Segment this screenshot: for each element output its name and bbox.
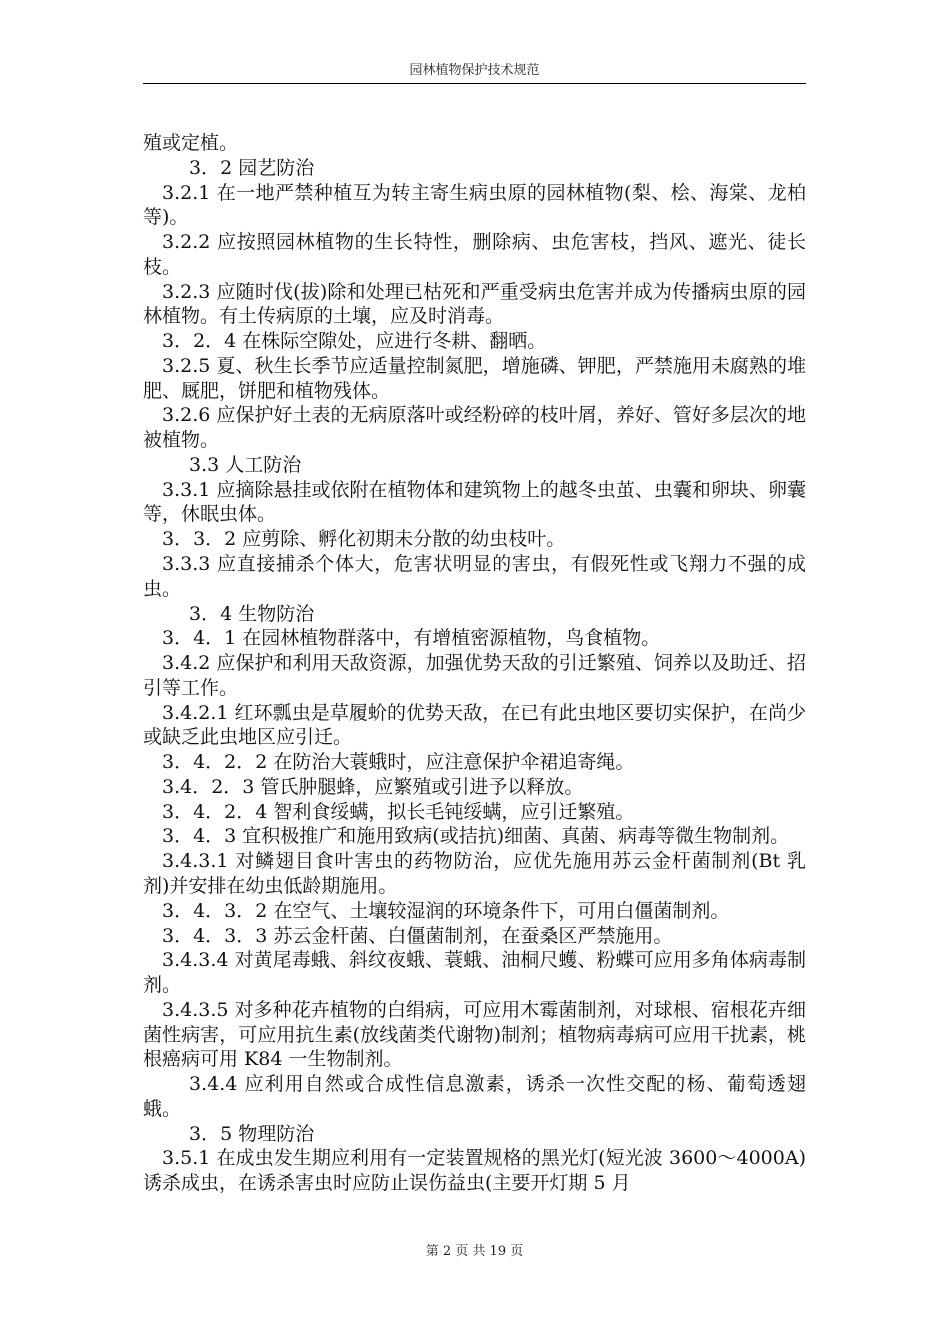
paragraph: 殖或定植。 (143, 132, 239, 154)
paragraph: 3.2.3 应随时伐(拔)除和处理已枯死和严重受病虫危害并成为传播病虫原的园林植物。有土传病原的土壤，应及时消毒。 (143, 280, 806, 328)
paragraph: 3.4.2.1 红环瓢虫是草履蚧的优势天敌，在已有此虫地区要切实保护，在尚少或缺乏此虫地区应引迁。 (143, 701, 806, 749)
section-heading: 3．2 园艺防治 (189, 156, 315, 179)
paragraph: 3.2.1 在一地严禁种植互为转主寄生病虫原的园林植物(梨、桧、海棠、龙柏等)。 (143, 181, 806, 229)
paragraph: 3.5.1 在成虫发生期应利用有一定装置规格的黑光灯(短光波 3600～4000A)诱杀成虫，在诱杀害虫时应防止误伤益虫(主要开灯期 5 月 (143, 1147, 806, 1195)
paragraph: 3.2.5 夏、秋生长季节应适量控制氮肥，增施磷、钾肥，严禁施用未腐熟的堆肥、厩肥，饼肥和植物残体。 (143, 354, 806, 402)
section-heading: 3.4.4 应利用自然或合成性信息激素，诱杀一次性交配的杨、葡萄透翅蛾。 (143, 1073, 806, 1120)
paragraph: 3．2．4 在株际空隙处，应进行冬耕、翻晒。 (162, 330, 547, 353)
paragraph: 3．4．3 宜积极推广和施用致病(或拮抗)细菌、真菌、病毒等微生物制剂。 (162, 825, 790, 848)
document-body (143, 131, 806, 1196)
paragraph: 3.2.6 应保护好土表的无病原落叶或经粉碎的枝叶屑，养好、管好多层次的地被植物。 (143, 404, 806, 452)
section-heading: 3.3 人工防治 (189, 453, 302, 476)
paragraph: 3.2.2 应按照园林植物的生长特性，删除病、虫危害枝，挡风、遮光、徒长枝。 (143, 231, 806, 278)
paragraph: 3.4.3.1 对鳞翅目食叶害虫的药物防治，应优先施用苏云金杆菌制剂(Bt 乳剂)并安排在幼虫低龄期施用。 (143, 850, 806, 897)
paragraph: 3.3.3 应直接捕杀个体大，危害状明显的害虫，有假死性或飞翔力不强的成虫。 (143, 553, 806, 600)
paragraph: 3.4.3.4 对黄尾毒蛾、斜纹夜蛾、蓑蛾、油桐尺蠖、粉蝶可应用多角体病毒制剂。 (143, 949, 806, 997)
paragraph: 3．4．2．4 智利食绥螨，拟长毛钝绥螨，应引迁繁殖。 (162, 800, 635, 823)
page-footer: 第 2 页 共 19 页 (425, 1244, 524, 1259)
paragraph: 3.4.3.5 对多种花卉植物的白绢病，可应用木霉菌制剂，对球根、宿根花卉细菌性病害，可应用抗生素(放线菌类代谢物)制剂；植物病毒病可应用干扰素，桃根癌病可用 K84 一生物制剂。 (143, 998, 806, 1071)
section-heading: 3．4 生物防治 (189, 602, 315, 625)
paragraph: 3．4．3．3 苏云金杆菌、白僵菌制剂，在蚕桑区严禁施用。 (162, 924, 673, 947)
paragraph: 3.3.1 应摘除悬挂或依附在植物体和建筑物上的越冬虫茧、虫囊和卵块、卵囊等，休眠虫体。 (143, 478, 806, 526)
paragraph: 3.4．2．3 管氏肿腿蜂，应繁殖或引进予以释放。 (162, 775, 584, 798)
section-heading: 3．5 物理防治 (189, 1122, 315, 1145)
paragraph: 3．3．2 应剪除、孵化初期未分散的幼虫枝叶。 (162, 528, 566, 551)
paragraph: 3．4．1 在园林植物群落中，有增植密源植物，鸟食植物。 (162, 627, 661, 650)
paragraph: 3．4．2．2 在防治大蓑蛾时，应注意保护伞裙追寄绳。 (162, 751, 635, 774)
header-rule (143, 83, 806, 84)
paragraph: 3．4．3．2 在空气、土壤较湿润的环境条件下，可用白僵菌制剂。 (162, 899, 730, 922)
page-header: 园林植物保护技术规范 (409, 63, 540, 78)
paragraph: 3.4.2 应保护和利用天敌资源，加强优势天敌的引迁繁殖、饲养以及助迁、招引等工作。 (143, 652, 806, 699)
